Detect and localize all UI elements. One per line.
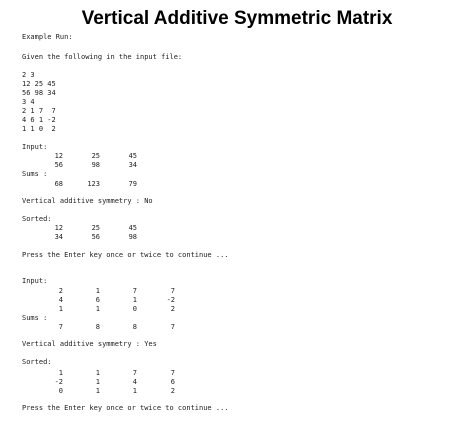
matrix-cell: 98 bbox=[91, 161, 100, 169]
input-file-line: 4 6 1 -2 bbox=[22, 116, 56, 124]
matrix-cell: 45 bbox=[128, 224, 137, 232]
matrix-cell: 1 bbox=[95, 378, 100, 386]
sorted-label: Sorted: bbox=[22, 215, 52, 223]
matrix-cell: -2 bbox=[166, 296, 175, 304]
sum-cell: 7 bbox=[170, 323, 175, 331]
matrix-cell: 34 bbox=[128, 161, 137, 169]
input-file-line: 1 1 0 2 bbox=[22, 125, 56, 133]
matrix-cell: 4 bbox=[132, 378, 137, 386]
matrix-cell: 7 bbox=[132, 369, 137, 377]
matrix-cell: 1 bbox=[132, 387, 137, 395]
input-file-line: 2 3 bbox=[22, 71, 35, 79]
input-file-line: 2 1 7 7 bbox=[22, 107, 56, 115]
matrix-cell: 1 bbox=[95, 387, 100, 395]
sum-cell: 7 bbox=[58, 323, 63, 331]
matrix-cell: 1 bbox=[58, 305, 63, 313]
matrix-cell: 1 bbox=[58, 369, 63, 377]
example-run-label: Example Run: bbox=[22, 33, 73, 41]
matrix-cell: 2 bbox=[170, 305, 175, 313]
sums-label: Sums : bbox=[22, 314, 48, 322]
sorted-label: Sorted: bbox=[22, 358, 52, 366]
matrix-cell: 4 bbox=[58, 296, 63, 304]
sum-cell: 8 bbox=[95, 323, 100, 331]
matrix-cell: 1 bbox=[132, 296, 137, 304]
matrix-cell: -2 bbox=[54, 378, 63, 386]
matrix-cell: 12 bbox=[54, 152, 63, 160]
matrix-cell: 12 bbox=[54, 224, 63, 232]
matrix-cell: 6 bbox=[95, 296, 100, 304]
sum-cell: 8 bbox=[132, 323, 137, 331]
symmetry-result: Vertical additive symmetry : Yes bbox=[22, 340, 157, 348]
matrix-cell: 1 bbox=[95, 369, 100, 377]
matrix-cell: 56 bbox=[91, 233, 100, 241]
input-file-line: 12 25 45 bbox=[22, 80, 56, 88]
press-enter-prompt: Press the Enter key once or twice to continue ... bbox=[22, 251, 229, 259]
page-title: Vertical Additive Symmetric Matrix bbox=[81, 8, 393, 29]
matrix-cell: 34 bbox=[54, 233, 63, 241]
sum-cell: 68 bbox=[54, 180, 63, 188]
matrix-cell: 0 bbox=[58, 387, 63, 395]
matrix-cell: 25 bbox=[91, 224, 100, 232]
matrix-cell: 1 bbox=[95, 287, 100, 295]
matrix-cell: 45 bbox=[128, 152, 137, 160]
matrix-cell: 25 bbox=[91, 152, 100, 160]
input-file-line: 56 98 34 bbox=[22, 89, 56, 97]
input-label: Input: bbox=[22, 277, 48, 285]
matrix-cell: 0 bbox=[132, 305, 137, 313]
matrix-cell: 7 bbox=[170, 369, 175, 377]
symmetry-result: Vertical additive symmetry : No bbox=[22, 197, 153, 205]
matrix-cell: 98 bbox=[128, 233, 137, 241]
matrix-cell: 1 bbox=[95, 305, 100, 313]
matrix-cell: 2 bbox=[58, 287, 63, 295]
matrix-cell: 6 bbox=[170, 378, 175, 386]
matrix-cell: 7 bbox=[170, 287, 175, 295]
press-enter-prompt: Press the Enter key once or twice to continue ... bbox=[22, 404, 229, 412]
matrix-cell: 56 bbox=[54, 161, 63, 169]
given-text: Given the following in the input file: bbox=[22, 53, 183, 61]
sums-label: Sums : bbox=[22, 170, 48, 178]
input-label: Input: bbox=[22, 143, 48, 151]
sum-cell: 123 bbox=[87, 180, 100, 188]
matrix-cell: 2 bbox=[170, 387, 175, 395]
input-file-line: 3 4 bbox=[22, 98, 35, 106]
sum-cell: 79 bbox=[128, 180, 137, 188]
matrix-cell: 7 bbox=[132, 287, 137, 295]
